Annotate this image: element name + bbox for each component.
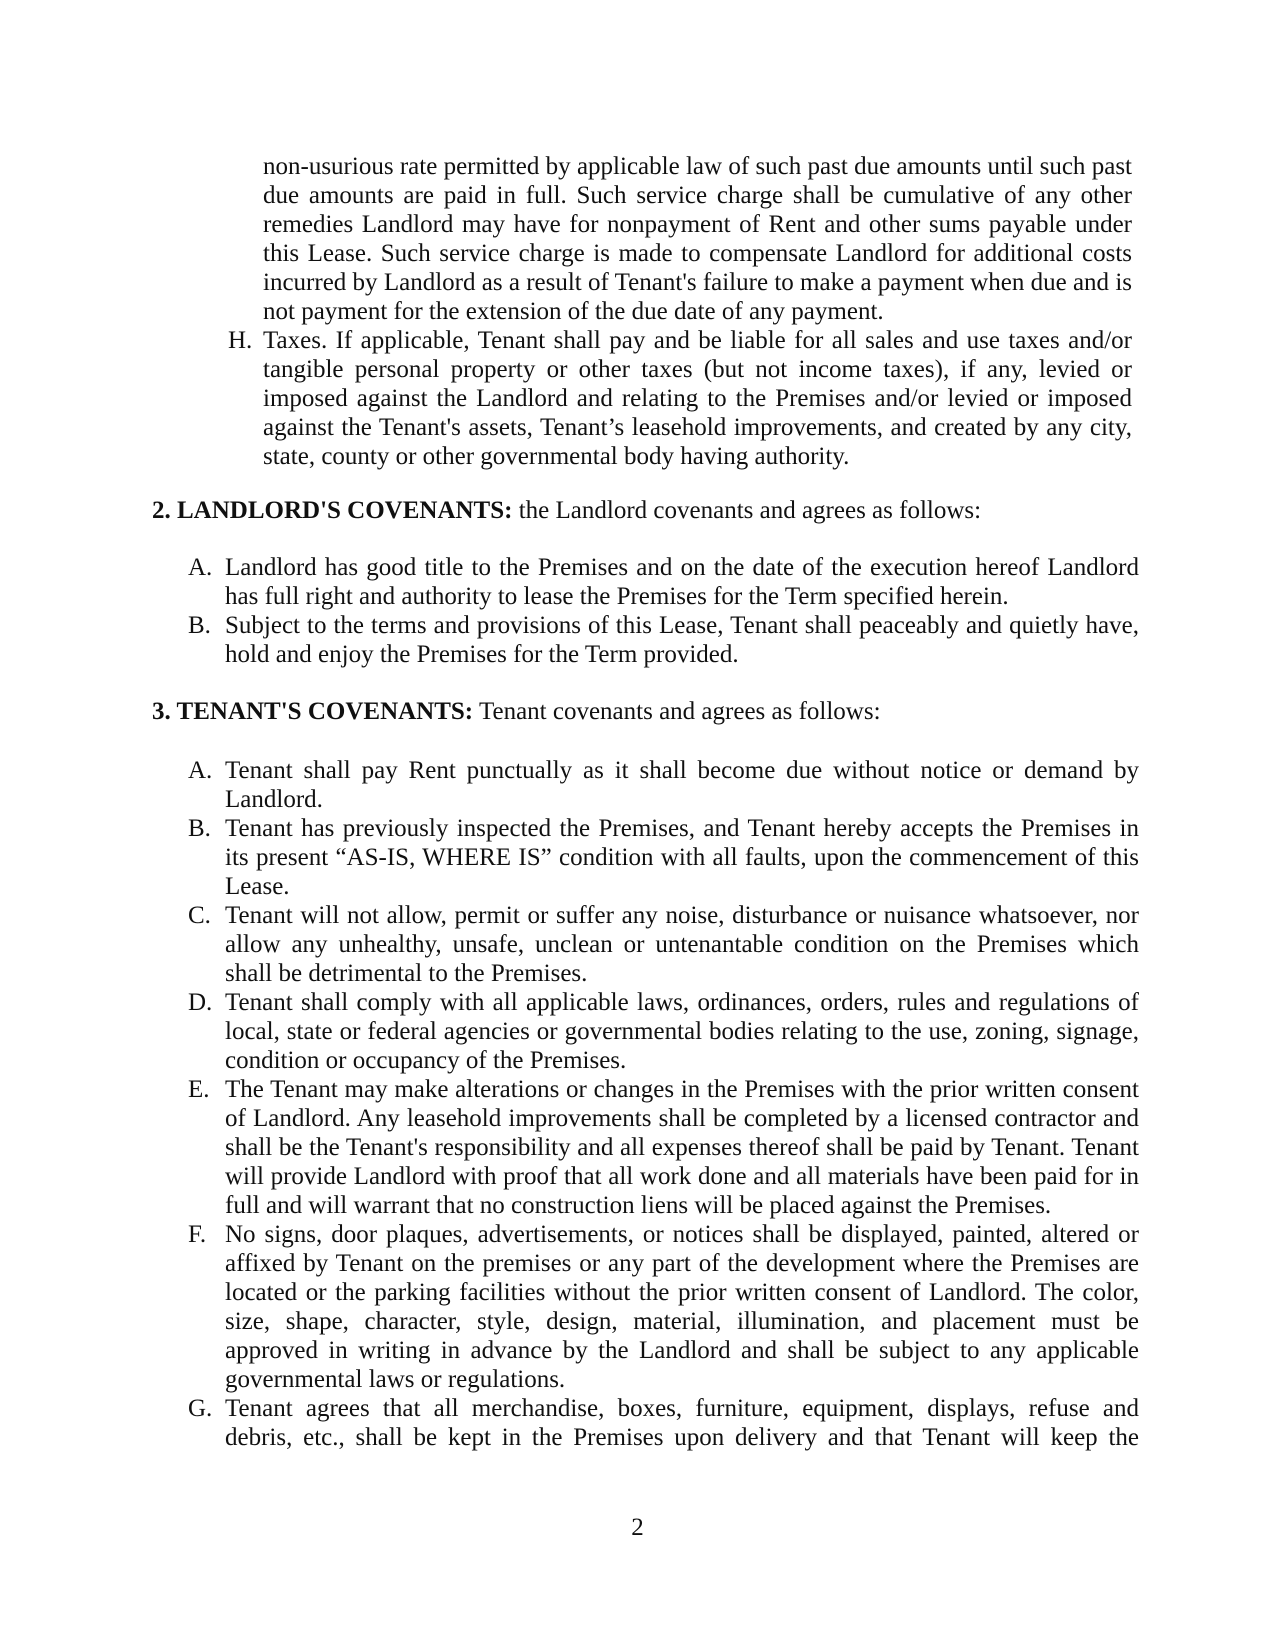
- list-marker: G.: [188, 1395, 213, 1422]
- page-number: 2: [631, 1514, 644, 1541]
- list-marker: B.: [188, 815, 211, 842]
- list-item: [188, 1394, 1139, 1452]
- list-item-text: The Tenant may make alterations or changes in the Premises with the prior written consent of Landlord. Any leasehold improvements shall be completed by a licensed contractor and shall be the Tenant's responsibility and all expenses thereof shall be paid by Tenant. Tenant will provide Landlord with proof that all work done and all materials have been paid for in full and will warrant that no construction liens will be placed against the Premises.: [225, 1076, 1139, 1219]
- list-item-text: Tenant shall comply with all applicable laws, ordinances, orders, rules and regulations of local, state or federal agencies or governmental bodies relating to the use, zoning, signage, condition or occupancy of the Premises.: [225, 989, 1139, 1074]
- list-item: [188, 756, 1139, 814]
- list-item: [188, 1220, 1139, 1394]
- list-item-text: Tenant has previously inspected the Premises, and Tenant hereby accepts the Premises in its present “AS-IS, WHERE IS” condition with all faults, upon the commencement of this Lease.: [225, 815, 1139, 900]
- list-marker: F.: [188, 1221, 207, 1248]
- list-item: [188, 988, 1139, 1075]
- list-item: [188, 1075, 1139, 1220]
- list-item-text: Tenant shall pay Rent punctually as it shall become due without notice or demand by Landlord.: [225, 757, 1139, 813]
- section-2-heading-intro: the Landlord covenants and agrees as follows:: [518, 497, 982, 524]
- list-item: [188, 814, 1139, 901]
- list-item-text: Tenant will not allow, permit or suffer any noise, disturbance or nuisance whatsoever, nor allow any unhealthy, unsafe, unclean or untenantable condition on the Premises which shall be detrimental to the Premises.: [225, 902, 1139, 987]
- page-content: [152, 152, 1142, 1452]
- list-item-h-text: Taxes. If applicable, Tenant shall pay and be liable for all sales and use taxes and/or tangible personal property or other taxes (but not income taxes), if any, levied or imposed against the Landlord and relating to the Premises and/or levied or imposed against the Tenant's assets, Tenant’s leasehold improvements, and created by any city, state, county or other governmental body having authority.: [263, 327, 1132, 470]
- section-heading-tenants-covenants: [152, 697, 1142, 726]
- list-item: [188, 553, 1139, 611]
- list-item: [188, 611, 1139, 669]
- list-marker: C.: [188, 902, 211, 929]
- list-item-text: Tenant agrees that all merchandise, boxes, furniture, equipment, displays, refuse and debris, etc., shall be kept in the Premises upon delivery and that Tenant will keep the: [225, 1395, 1139, 1451]
- section-3-heading-intro: Tenant covenants and agrees as follows:: [478, 698, 881, 725]
- list-marker: E.: [188, 1076, 210, 1103]
- section-2-list: [152, 553, 1142, 669]
- list-marker: B.: [188, 612, 211, 639]
- list-item: [188, 901, 1139, 988]
- list-marker: D.: [188, 989, 213, 1016]
- list-item-h: [228, 326, 1132, 471]
- section-3-heading-bold: 3. TENANT'S COVENANTS:: [152, 698, 474, 725]
- section-heading-landlords-covenants: [152, 496, 1142, 525]
- list-item-text: Landlord has good title to the Premises and on the date of the execution hereof Landlord has full right and authority to lease the Premises for the Term specified herein.: [225, 554, 1139, 610]
- list-marker-h: H.: [228, 327, 253, 354]
- list-item-text: No signs, door plaques, advertisements, or notices shall be displayed, painted, altered or affixed by Tenant on the premises or any part of the development where the Premises are located or the parking facilities without the prior written consent of Landlord. The color, size, shape, character, style, design, material, illumination, and placement must be approved in writing in advance by the Landlord and shall be subject to any applicable governmental laws or regulations.: [225, 1221, 1139, 1393]
- list-item-text: Subject to the terms and provisions of this Lease, Tenant shall peaceably and quietly have, hold and enjoy the Premises for the Term provided.: [225, 612, 1139, 668]
- section-3-list: [152, 756, 1142, 1452]
- list-marker: A.: [188, 757, 213, 784]
- section-2-heading-bold: 2. LANDLORD'S COVENANTS:: [152, 497, 513, 524]
- continuation-paragraph: non-usurious rate permitted by applicable law of such past due amounts until such past due amounts are paid in full. Such service charge shall be cumulative of any other remedies Landlord may have for nonpayment of Rent and other sums payable under this Lease. Such service charge is made to compensate Landlord for additional costs incurred by Landlord as a result of Tenant's failure to make a payment when due and is not payment for the extension of the due date of any payment.: [263, 153, 1132, 325]
- list-marker: A.: [188, 554, 213, 581]
